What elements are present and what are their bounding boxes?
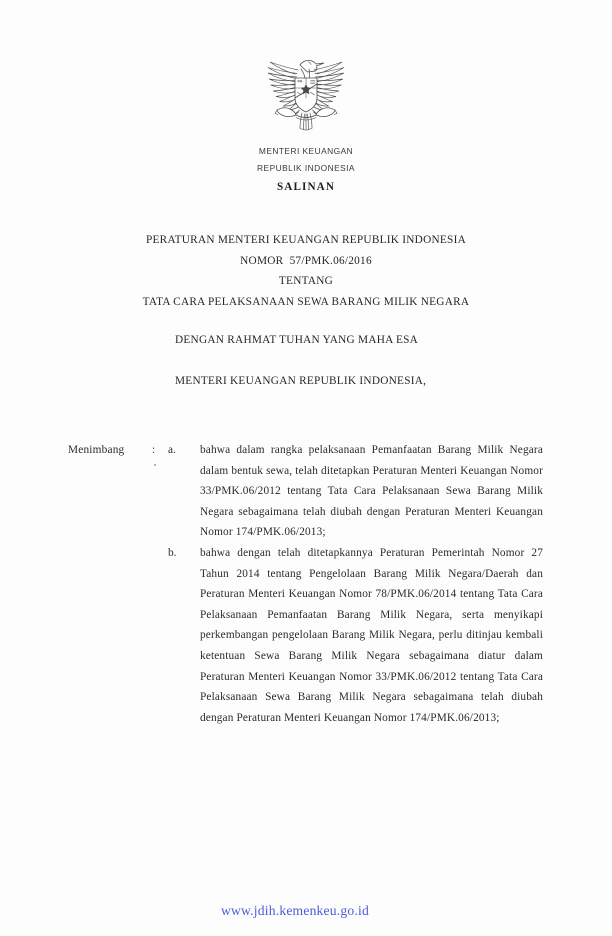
considering-item-a <box>0 440 612 543</box>
title-line-about: TENTANG <box>278 275 334 287</box>
title-line-number: NOMOR 57/PMK.06/2016 <box>240 254 372 267</box>
blessing-line: DENGAN RAHMAT TUHAN YANG MAHA ESA <box>175 334 419 346</box>
considering-label: Menimbang <box>68 444 125 456</box>
garuda-pancasila-emblem <box>248 52 364 140</box>
considering-marker-a: a. <box>168 444 176 456</box>
scan-artifact-speck <box>154 464 156 466</box>
subheading-block <box>175 334 555 387</box>
ministry-name-line-1: MENTERI KEUANGAN <box>258 146 354 156</box>
title-line-subject: TATA CARA PELAKSANAAN SEWA BARANG MILIK NEGARA <box>142 295 470 308</box>
title-line-regulation: PERATURAN MENTERI KEUANGAN REPUBLIK INDONESIA <box>145 234 467 246</box>
masthead <box>0 52 612 193</box>
considering-text-b: bahwa dengan telah ditetapkannya Peraturan Pemerintah Nomor 27 Tahun 2014 tentang Pengelolaan Barang Milik Negara/Daerah dan Peraturan Menteri Keuangan Nomor 78/PMK.06/2014 tentang Tata Cara Pelaksanaan Pemanfaatan Barang Milik Negara, serta menyikapi perkembangan pengelolaan Barang Milik Negara, perlu ditinjau kembali ketentuan Sewa Barang Milik Negara sebagaimana diatur dalam Peraturan Menteri Keuangan Nomor 33/PMK.06/2012 tentang Tata Cara Pelaksanaan Sewa Barang Milik Negara sebagaimana telah diubah dengan Peraturan Menteri Keuangan Nomor 174/PMK.06/2013; <box>200 546 543 724</box>
considering-colon: : <box>152 444 156 456</box>
regulation-title-block <box>0 230 612 312</box>
authority-line: MENTERI KEUANGAN REPUBLIK INDONESIA, <box>175 375 427 387</box>
considering-text-a: bahwa dalam rangka pelaksanaan Pemanfaatan Barang Milik Negara dalam bentuk sewa, telah ditetapkan Peraturan Menteri Keuangan Nomor 33/PMK.06/2012 tentang Tata Cara Pelaksanaan Sewa Barang Milik Negara sebagaimana telah diubah dengan Peraturan Menteri Keuangan Nomor 174/PMK.06/2013; <box>200 444 543 539</box>
footer-url[interactable]: www.jdih.kemenkeu.go.id <box>221 903 369 918</box>
considering-section <box>0 440 612 728</box>
considering-marker-b: b. <box>168 546 177 559</box>
copy-stamp: SALINAN <box>276 180 336 193</box>
ministry-name-line-2: REPUBLIK INDONESIA <box>257 163 355 174</box>
considering-item-b <box>0 543 612 728</box>
